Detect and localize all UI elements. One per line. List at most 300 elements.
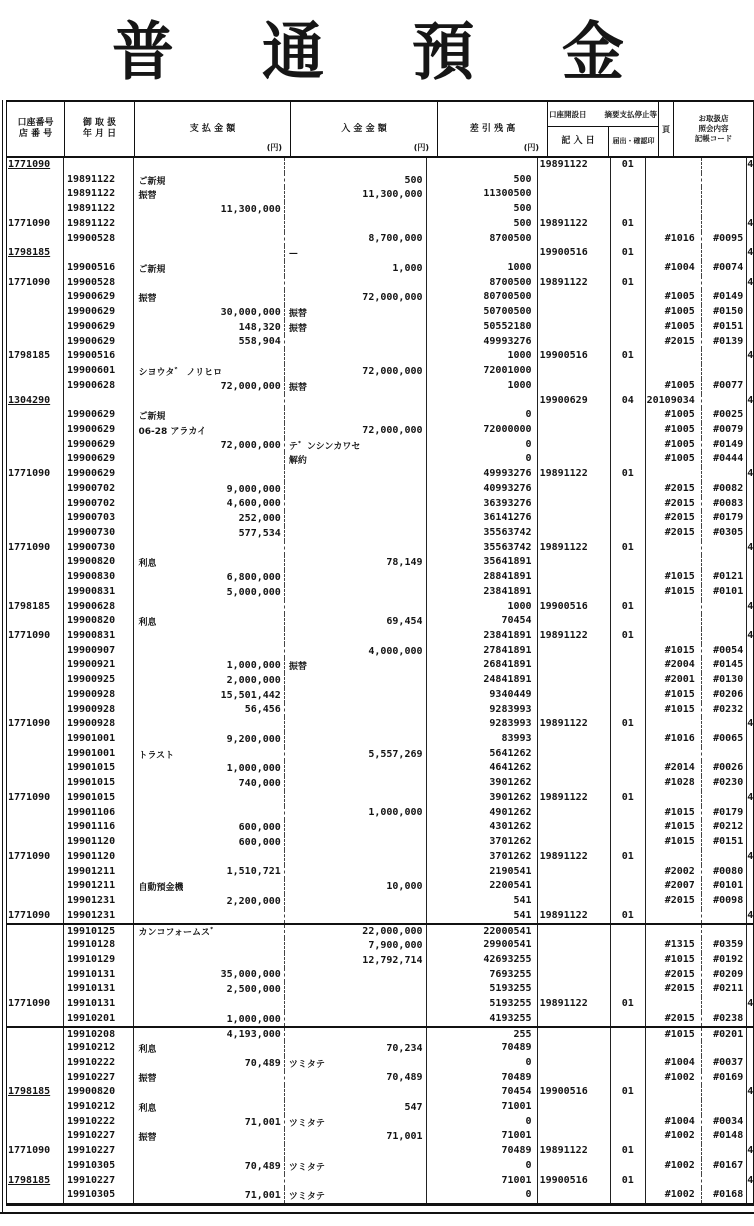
deposit-amount: 12,792,714 xyxy=(362,954,423,966)
account-number xyxy=(7,526,64,541)
transaction-date: 19900629 xyxy=(64,467,135,482)
memo-text: シヨウタ゛ ノリヒロ xyxy=(138,367,223,378)
balance: 2190541 xyxy=(427,865,538,880)
branch-code xyxy=(611,894,646,909)
entry-date xyxy=(538,953,611,968)
deposit-cell xyxy=(285,276,427,291)
slip-number xyxy=(702,173,747,188)
branch-code xyxy=(611,688,646,703)
entry-date xyxy=(538,511,611,526)
branch-code xyxy=(611,526,646,541)
ledger-row xyxy=(7,394,753,409)
entry-date xyxy=(538,1159,611,1174)
deposit-cell xyxy=(285,658,427,673)
balance: 80700500 xyxy=(427,290,538,305)
withdrawal-cell xyxy=(134,776,284,791)
transaction-date: 19901015 xyxy=(64,761,135,776)
teller-code xyxy=(646,158,702,173)
teller-code: #2002 xyxy=(646,865,702,880)
transaction-date: 19901001 xyxy=(64,747,135,762)
transaction-date xyxy=(64,394,135,409)
deposit-cell xyxy=(285,688,427,703)
account-number xyxy=(7,438,64,453)
deposit-cell xyxy=(285,335,427,350)
deposit-cell xyxy=(285,865,427,880)
ledger-row xyxy=(7,217,753,232)
transaction-date: 19900629 xyxy=(64,320,135,335)
header-entry-group xyxy=(548,102,659,156)
slip-number: #0230 xyxy=(702,776,747,791)
transaction-date: 19900629 xyxy=(64,290,135,305)
ledger-row xyxy=(7,290,753,305)
ledger-row xyxy=(7,894,753,909)
withdrawal-cell xyxy=(134,761,284,776)
note-text: ツミタテ xyxy=(288,1118,325,1129)
teller-code: #1005 xyxy=(646,452,702,467)
transaction-date: 19901211 xyxy=(64,879,135,894)
memo-text: 振替 xyxy=(138,1133,157,1144)
ledger-row xyxy=(7,600,753,615)
branch-code xyxy=(611,1012,646,1027)
deposit-cell xyxy=(285,232,427,247)
slip-number xyxy=(702,246,747,261)
balance: 500 xyxy=(427,173,538,188)
edge-mark xyxy=(747,747,753,762)
slip-number xyxy=(702,925,747,938)
transaction-date: 19901231 xyxy=(64,909,135,924)
balance: 1000 xyxy=(427,600,538,615)
entry-date xyxy=(538,879,611,894)
withdrawal-amount: 2,000,000 xyxy=(226,675,281,687)
deposit-cell xyxy=(285,585,427,600)
entry-date: 19891122 xyxy=(538,909,611,924)
entry-date: 19891122 xyxy=(538,717,611,732)
account-number xyxy=(7,290,64,305)
account-number: 1771090 xyxy=(7,791,64,806)
branch-code xyxy=(611,925,646,938)
branch-code: 01 xyxy=(611,850,646,865)
withdrawal-cell xyxy=(134,909,284,924)
slip-number: #0179 xyxy=(702,511,747,526)
header-note-top: 摘要支払停止等 xyxy=(604,109,657,119)
account-number xyxy=(7,1129,64,1144)
ledger-row xyxy=(7,305,753,320)
entry-date xyxy=(538,261,611,276)
branch-code xyxy=(611,290,646,305)
ledger-row xyxy=(7,1012,753,1027)
account-number: 1771090 xyxy=(7,1144,64,1159)
balance: 72000000 xyxy=(427,423,538,438)
slip-number xyxy=(702,202,747,217)
ledger-row xyxy=(7,1144,753,1159)
deposit-cell xyxy=(285,835,427,850)
balance: 72001000 xyxy=(427,364,538,379)
edge-mark xyxy=(747,320,753,335)
account-number: 1771090 xyxy=(7,217,64,232)
account-number: 1771090 xyxy=(7,629,64,644)
edge-mark xyxy=(747,673,753,688)
memo-text: 利息 xyxy=(138,1044,157,1055)
slip-number xyxy=(702,158,747,173)
deposit-amount: 8,700,000 xyxy=(368,233,423,245)
teller-code xyxy=(646,1041,702,1056)
balance: 0 xyxy=(427,438,538,453)
deposit-cell xyxy=(285,1100,427,1115)
deposit-cell xyxy=(285,1056,427,1071)
ledger-row xyxy=(7,909,753,924)
transaction-date: 19900928 xyxy=(64,717,135,732)
deposit-cell xyxy=(285,1188,427,1203)
account-number xyxy=(7,555,64,570)
withdrawal-cell xyxy=(134,629,284,644)
slip-number: #0079 xyxy=(702,423,747,438)
transaction-date: 19900703 xyxy=(64,511,135,526)
edge-mark xyxy=(747,865,753,880)
transaction-date: 19910131 xyxy=(64,997,135,1012)
account-number: 1304290 xyxy=(7,394,64,409)
withdrawal-cell xyxy=(134,1129,284,1144)
transaction-date: 19900516 xyxy=(64,261,135,276)
balance: 70489 xyxy=(427,1144,538,1159)
deposit-cell xyxy=(285,305,427,320)
balance: 49993276 xyxy=(427,335,538,350)
branch-code: 01 xyxy=(611,1085,646,1100)
branch-code xyxy=(611,555,646,570)
account-number xyxy=(7,761,64,776)
balance: 9283993 xyxy=(427,703,538,718)
memo-text: カンコフォームス゛ xyxy=(138,928,219,939)
slip-number: #0212 xyxy=(702,820,747,835)
teller-code xyxy=(646,1085,702,1100)
slip-number: #0065 xyxy=(702,732,747,747)
withdrawal-cell xyxy=(134,202,284,217)
ledger-row xyxy=(7,806,753,821)
branch-code xyxy=(611,703,646,718)
slip-number: #0167 xyxy=(702,1159,747,1174)
slip-number: #0130 xyxy=(702,673,747,688)
deposit-cell xyxy=(285,820,427,835)
teller-code: #1004 xyxy=(646,1056,702,1071)
account-number xyxy=(7,1056,64,1071)
edge-mark xyxy=(747,938,753,953)
transaction-date: 19910131 xyxy=(64,968,135,983)
slip-number: #0201 xyxy=(702,1028,747,1041)
edge-mark xyxy=(747,452,753,467)
transaction-date: 19900516 xyxy=(64,349,135,364)
memo-text: 振替 xyxy=(138,1074,157,1085)
branch-code xyxy=(611,968,646,983)
balance xyxy=(427,246,538,261)
branch-code xyxy=(611,1115,646,1130)
teller-code xyxy=(646,173,702,188)
edge-mark: 4 xyxy=(747,1086,753,1098)
teller-code: #1015 xyxy=(646,806,702,821)
transaction-date: 19910212 xyxy=(64,1041,135,1056)
ledger-row xyxy=(7,644,753,659)
account-number xyxy=(7,570,64,585)
branch-code xyxy=(611,305,646,320)
entry-date xyxy=(538,1012,611,1027)
transaction-date: 19891122 xyxy=(64,173,135,188)
withdrawal-amount: 1,000,000 xyxy=(226,1013,281,1025)
withdrawal-cell xyxy=(134,673,284,688)
edge-mark: 4 xyxy=(747,541,753,553)
branch-code xyxy=(611,644,646,659)
ledger-row xyxy=(7,452,753,467)
transaction-date: 19910212 xyxy=(64,1100,135,1115)
deposit-cell xyxy=(285,806,427,821)
transaction-date: 19910227 xyxy=(64,1144,135,1159)
slip-number: #0192 xyxy=(702,953,747,968)
deposit-cell xyxy=(285,1174,427,1189)
ledger-row xyxy=(7,570,753,585)
withdrawal-cell xyxy=(134,703,284,718)
edge-mark: 4 xyxy=(747,909,753,921)
ledger-row xyxy=(7,747,753,762)
deposit-cell xyxy=(285,423,427,438)
entry-date xyxy=(538,526,611,541)
balance: 28841891 xyxy=(427,570,538,585)
deposit-cell xyxy=(285,349,427,364)
teller-code: #1015 xyxy=(646,820,702,835)
teller-code: #2015 xyxy=(646,1012,702,1027)
slip-number: #0083 xyxy=(702,497,747,512)
teller-code: #1028 xyxy=(646,776,702,791)
edge-mark xyxy=(747,1100,753,1115)
branch-code xyxy=(611,364,646,379)
ledger-row xyxy=(7,997,753,1012)
transaction-date: 19910128 xyxy=(64,938,135,953)
teller-code: 20109034 xyxy=(646,394,702,409)
balance: 4901262 xyxy=(427,806,538,821)
entry-date xyxy=(538,644,611,659)
ledger-row xyxy=(7,982,753,997)
withdrawal-cell xyxy=(134,452,284,467)
deposit-amount: 10,000 xyxy=(386,881,423,893)
account-number xyxy=(7,408,64,423)
balance: 71001 xyxy=(427,1129,538,1144)
teller-code xyxy=(646,246,702,261)
slip-number xyxy=(702,467,747,482)
branch-code: 01 xyxy=(611,717,646,732)
account-number xyxy=(7,1071,64,1086)
edge-mark xyxy=(747,202,753,217)
entry-date xyxy=(538,1041,611,1056)
withdrawal-cell xyxy=(134,732,284,747)
branch-code xyxy=(611,614,646,629)
withdrawal-cell xyxy=(134,791,284,806)
edge-mark xyxy=(747,511,753,526)
header-page: 頁 xyxy=(659,102,674,156)
deposit-cell xyxy=(285,438,427,453)
ledger-row xyxy=(7,1159,753,1174)
entry-date: 19900629 xyxy=(538,394,611,409)
withdrawal-cell xyxy=(134,1100,284,1115)
withdrawal-amount: 2,500,000 xyxy=(226,984,281,996)
transaction-date: 19900730 xyxy=(64,526,135,541)
edge-mark: 4 xyxy=(747,276,753,288)
entry-date xyxy=(538,452,611,467)
entry-date: 19891122 xyxy=(538,276,611,291)
transaction-date: 19900702 xyxy=(64,497,135,512)
transaction-date: 19901211 xyxy=(64,865,135,880)
account-number: 1798185 xyxy=(7,349,64,364)
slip-number xyxy=(702,1174,747,1189)
slip-number: #0168 xyxy=(702,1188,747,1203)
withdrawal-amount: 71,001 xyxy=(244,1116,281,1128)
balance: 4641262 xyxy=(427,761,538,776)
withdrawal-amount: 1,000,000 xyxy=(226,660,281,672)
entry-date xyxy=(538,1100,611,1115)
withdrawal-cell xyxy=(134,982,284,997)
deposit-amount: 72,000,000 xyxy=(362,424,423,436)
transaction-date: 19900629 xyxy=(64,335,135,350)
deposit-cell xyxy=(285,482,427,497)
transaction-date: 19901001 xyxy=(64,732,135,747)
deposit-cell xyxy=(285,217,427,232)
entry-date xyxy=(538,482,611,497)
ledger-row xyxy=(7,541,753,556)
teller-code: #2014 xyxy=(646,761,702,776)
ledger-row xyxy=(7,202,753,217)
teller-code: #1005 xyxy=(646,379,702,394)
slip-number: #0206 xyxy=(702,688,747,703)
deposit-cell xyxy=(285,1012,427,1027)
withdrawal-cell xyxy=(134,1188,284,1203)
edge-mark: 4 xyxy=(747,350,753,362)
balance: 5193255 xyxy=(427,982,538,997)
branch-code xyxy=(611,497,646,512)
entry-date: 19891122 xyxy=(538,1144,611,1159)
withdrawal-amount: 4,600,000 xyxy=(226,498,281,510)
balance xyxy=(427,394,538,409)
entry-date xyxy=(538,1071,611,1086)
entry-date xyxy=(538,497,611,512)
transaction-date: 19901116 xyxy=(64,820,135,835)
withdrawal-cell xyxy=(134,467,284,482)
deposit-cell xyxy=(285,452,427,467)
entry-date xyxy=(538,982,611,997)
branch-code: 01 xyxy=(611,276,646,291)
slip-number: #0026 xyxy=(702,761,747,776)
edge-mark xyxy=(747,968,753,983)
balance: 35563742 xyxy=(427,526,538,541)
header-seal: 届出・確認印 xyxy=(612,137,655,146)
withdrawal-cell xyxy=(134,290,284,305)
teller-code: #1015 xyxy=(646,688,702,703)
transaction-date: 19910208 xyxy=(64,1028,135,1041)
deposit-cell xyxy=(285,879,427,894)
branch-code xyxy=(611,938,646,953)
edge-mark xyxy=(747,187,753,202)
ledger-row xyxy=(7,1115,753,1130)
entry-date xyxy=(538,305,611,320)
balance: 36141276 xyxy=(427,511,538,526)
deposit-cell xyxy=(285,526,427,541)
deposit-cell xyxy=(285,467,427,482)
account-number xyxy=(7,452,64,467)
branch-code xyxy=(611,982,646,997)
ledger-row xyxy=(7,968,753,983)
withdrawal-amount: 71,001 xyxy=(244,1190,281,1202)
entry-date xyxy=(538,761,611,776)
balance: 5641262 xyxy=(427,747,538,762)
branch-code: 01 xyxy=(611,541,646,556)
entry-date: 19891122 xyxy=(538,541,611,556)
transaction-date: 19910222 xyxy=(64,1115,135,1130)
withdrawal-amount: 148,320 xyxy=(238,321,281,333)
slip-number xyxy=(702,364,747,379)
withdrawal-cell xyxy=(134,232,284,247)
deposit-amount: 7,900,000 xyxy=(368,939,423,951)
balance: 7693255 xyxy=(427,968,538,983)
deposit-amount: 72,000,000 xyxy=(362,292,423,304)
teller-code: #1005 xyxy=(646,438,702,453)
teller-code: #2007 xyxy=(646,879,702,894)
account-number xyxy=(7,982,64,997)
note-text: 振替 xyxy=(288,323,307,334)
edge-mark xyxy=(747,776,753,791)
slip-number: #0169 xyxy=(702,1071,747,1086)
deposit-amount: 70,489 xyxy=(386,1072,423,1084)
header-deposit: 入 金 金 額 (円) xyxy=(291,102,438,156)
withdrawal-cell xyxy=(134,438,284,453)
entry-date xyxy=(538,1028,611,1041)
entry-date xyxy=(538,232,611,247)
balance: 0 xyxy=(427,1056,538,1071)
slip-number xyxy=(702,217,747,232)
teller-code: #1005 xyxy=(646,408,702,423)
ledger-body xyxy=(7,158,753,1205)
slip-number xyxy=(702,541,747,556)
edge-mark xyxy=(747,232,753,247)
account-number xyxy=(7,335,64,350)
account-number xyxy=(7,732,64,747)
slip-number: #0101 xyxy=(702,585,747,600)
branch-code: 01 xyxy=(611,246,646,261)
entry-date xyxy=(538,173,611,188)
teller-code xyxy=(646,187,702,202)
edge-mark xyxy=(747,806,753,821)
slip-number xyxy=(702,276,747,291)
teller-code: #1002 xyxy=(646,1159,702,1174)
withdrawal-cell xyxy=(134,320,284,335)
withdrawal-cell xyxy=(134,925,284,938)
account-number xyxy=(7,511,64,526)
withdrawal-cell xyxy=(134,511,284,526)
withdrawal-amount: 56,456 xyxy=(244,704,281,716)
balance: 22000541 xyxy=(427,925,538,938)
deposit-cell xyxy=(285,1129,427,1144)
entry-date xyxy=(538,776,611,791)
withdrawal-amount: 252,000 xyxy=(238,513,281,525)
branch-code xyxy=(611,482,646,497)
deposit-cell xyxy=(285,320,427,335)
ledger-row xyxy=(7,761,753,776)
withdrawal-cell xyxy=(134,364,284,379)
memo-text: 利息 xyxy=(138,1103,157,1114)
edge-mark: 4 xyxy=(747,159,753,170)
account-number xyxy=(7,1159,64,1174)
deposit-amount: 78,149 xyxy=(386,557,423,569)
entry-date xyxy=(538,820,611,835)
header-handling: お取扱店 照会内容 記帳コード xyxy=(694,114,733,143)
deposit-cell xyxy=(285,158,427,173)
balance: 5193255 xyxy=(427,997,538,1012)
balance: 2200541 xyxy=(427,879,538,894)
deposit-cell xyxy=(285,1159,427,1174)
teller-code: #2015 xyxy=(646,482,702,497)
